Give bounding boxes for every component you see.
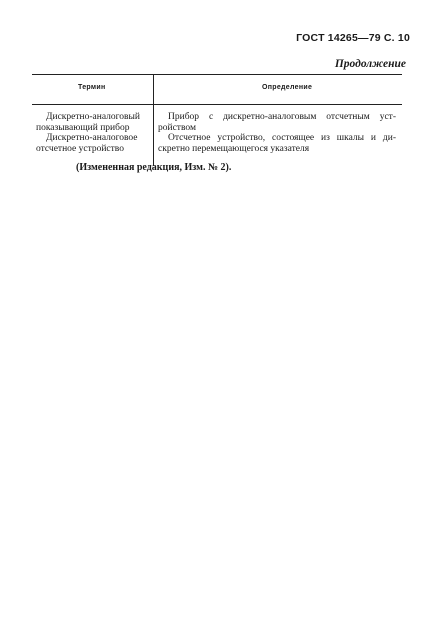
amendment-note: (Измененная редакция, Изм. № 2). bbox=[76, 162, 232, 173]
term-2-line-2: отсчетное устройство bbox=[36, 143, 124, 154]
term-1-line-1: Дискретно-аналоговый bbox=[46, 112, 140, 122]
table-top-rule bbox=[32, 74, 402, 75]
term-column bbox=[36, 112, 152, 154]
definition-2-line-2: скретно перемещающегося указателя bbox=[158, 143, 310, 154]
definition-1-line-2: ройством bbox=[158, 122, 196, 133]
definition-1-line-1: Прибор с дискретно-аналоговым отсчетным уст- bbox=[168, 112, 396, 122]
definition-column bbox=[158, 112, 396, 154]
table-header-rule bbox=[32, 104, 402, 105]
term-2-line-1: Дискретно-аналоговое bbox=[46, 133, 138, 143]
column-header-term: Термин bbox=[78, 84, 106, 91]
table-column-divider bbox=[153, 74, 154, 166]
continuation-label: Продолжение bbox=[334, 58, 406, 70]
definition-2-line-1: Отсчетное устройство, состоящее из шкалы и ди- bbox=[168, 133, 396, 143]
running-header: ГОСТ 14265—79 С. 10 bbox=[296, 32, 410, 44]
term-1-line-2: показывающий прибор bbox=[36, 122, 130, 133]
column-header-definition: Определение bbox=[262, 84, 313, 91]
